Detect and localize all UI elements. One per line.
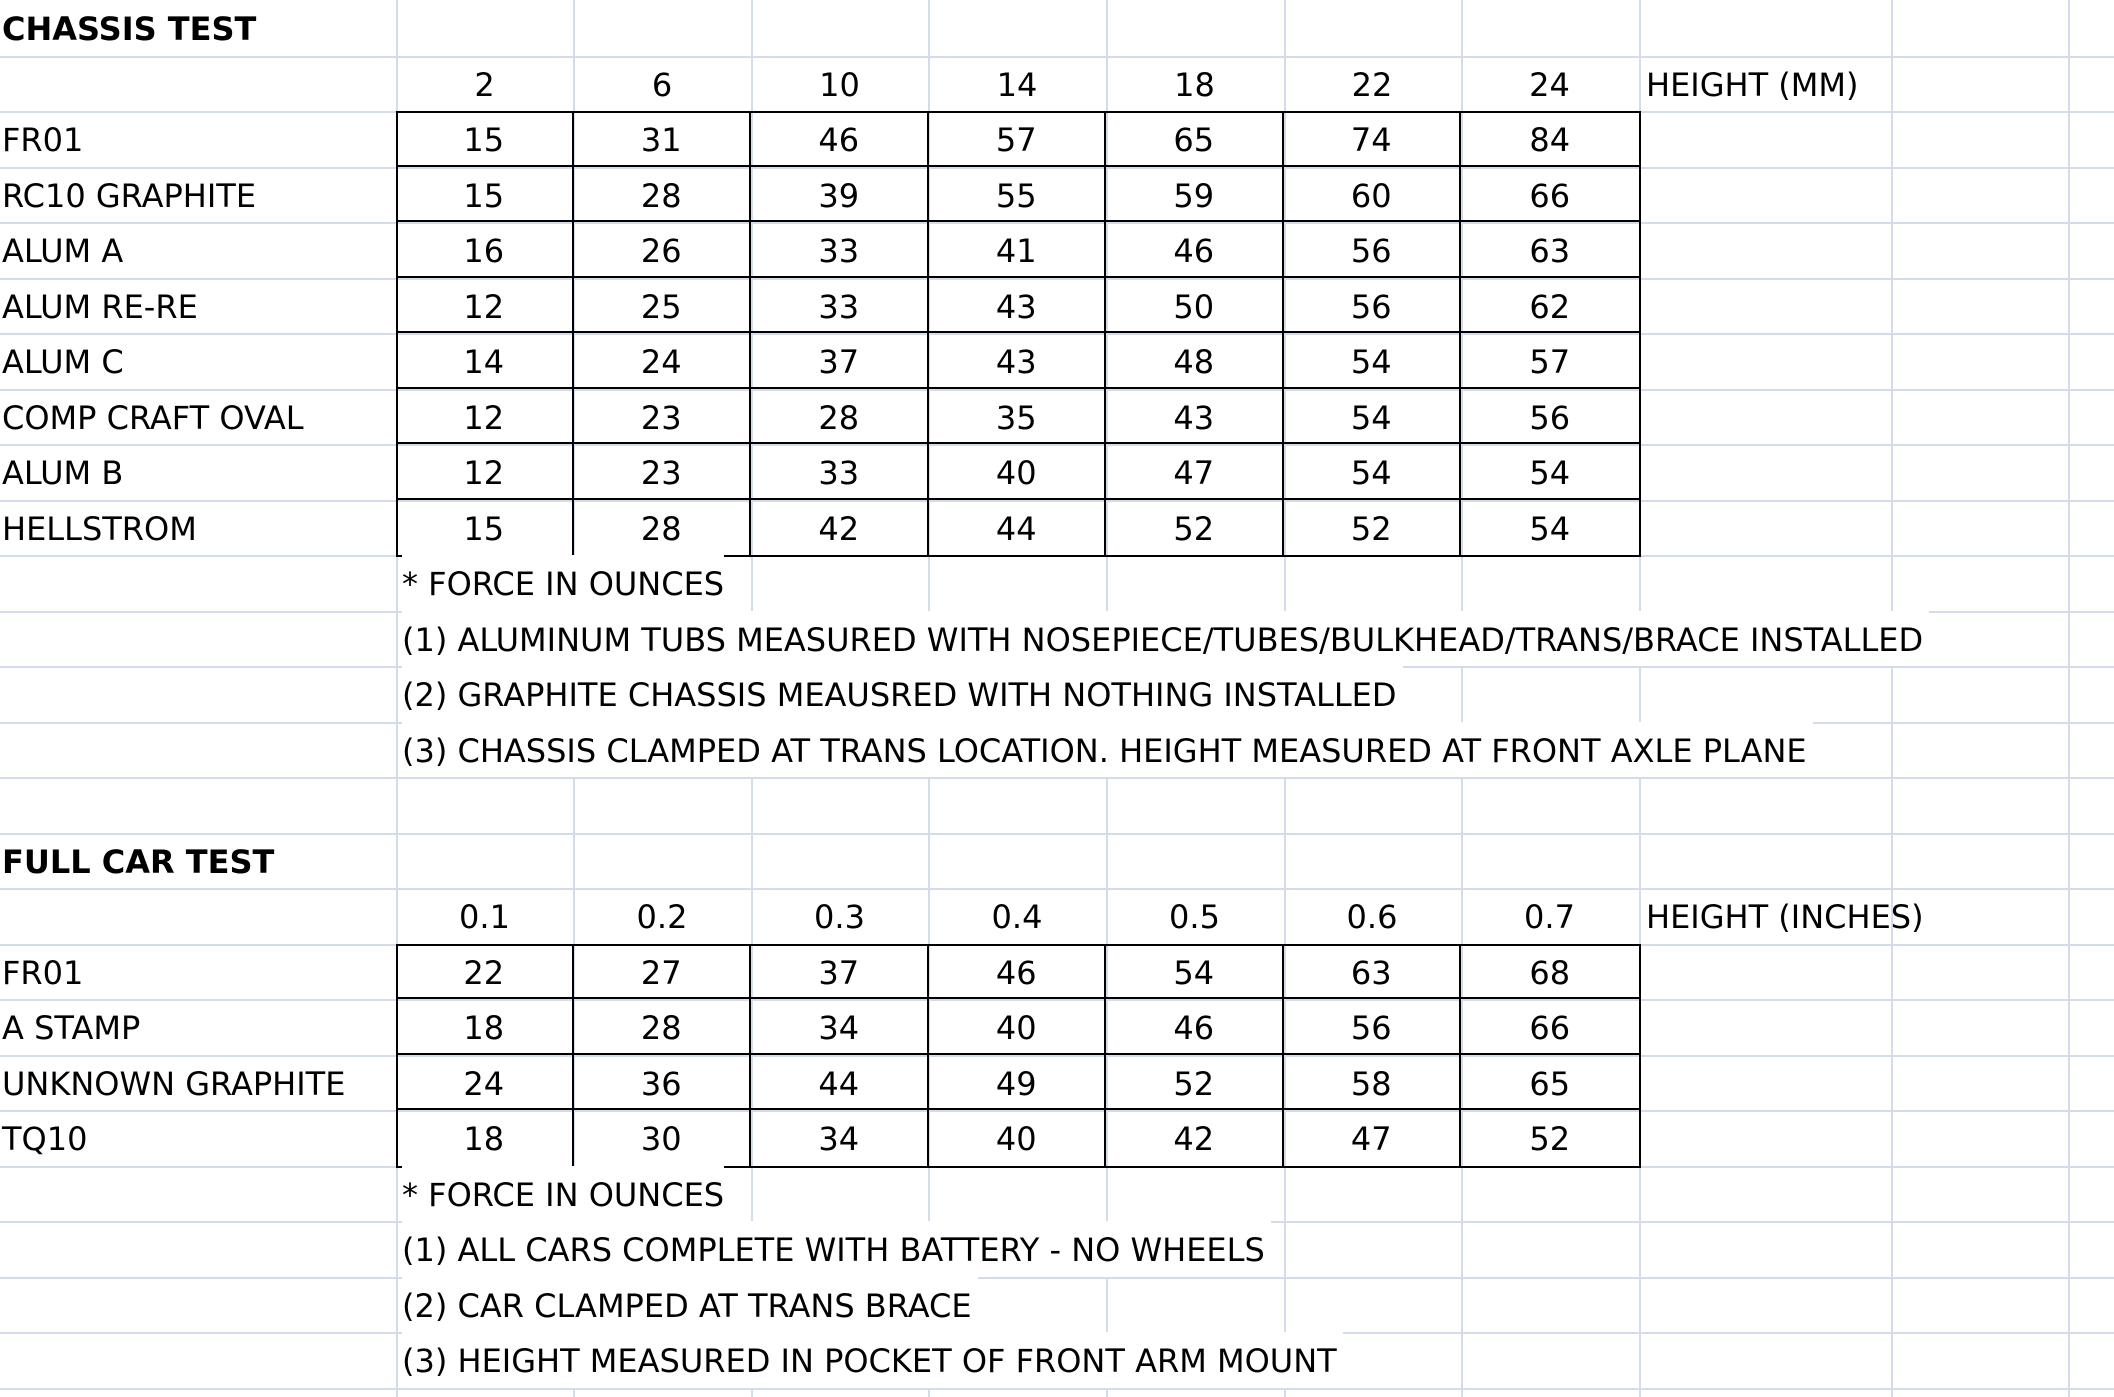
sheet-row [0,555,2114,611]
row-name-cell[interactable]: ALUM C [2,343,124,381]
force-value-cell[interactable]: 52 [1284,500,1462,556]
force-value-cell[interactable]: 37 [751,944,929,1000]
height-header-cell[interactable]: 2 [474,65,495,104]
sheet-row [0,56,2114,112]
force-value-cell[interactable]: 54 [1284,389,1462,445]
force-value-cell[interactable]: 65 [1461,1055,1639,1111]
force-value-cell[interactable]: 40 [929,444,1107,500]
note-cell[interactable]: (2) GRAPHITE CHASSIS MEAUSRED WITH NOTHING INSTALLED [402,666,1403,722]
force-value-cell[interactable]: 35 [929,389,1107,445]
force-value-cell[interactable]: 33 [751,444,929,500]
force-value-cell[interactable]: 22 [396,944,574,1000]
force-value-cell[interactable]: 66 [1461,999,1639,1055]
force-value-cell[interactable]: 54 [1106,944,1284,1000]
force-value-cell[interactable]: 52 [1106,1055,1284,1111]
force-value-cell[interactable]: 54 [1529,509,1571,548]
sheet-row [0,1332,2114,1388]
height-header-cell[interactable]: 0.1 [459,898,510,936]
force-value-cell[interactable]: 63 [1461,222,1639,278]
force-value-cell[interactable]: 68 [1461,944,1639,1000]
force-value-cell[interactable]: 14 [396,333,574,389]
sheet-row [0,1166,2114,1222]
force-value-cell[interactable]: 54 [1284,333,1462,389]
row-name-cell[interactable]: HELLSTROM [2,509,197,548]
sheet-row [0,888,2114,944]
force-value-cell[interactable]: 36 [574,1055,752,1111]
row-name-cell[interactable]: FR01 [2,121,84,159]
height-header-cell[interactable]: 0.2 [636,898,688,936]
section-title[interactable]: CHASSIS TEST [2,10,257,48]
force-value-cell[interactable]: 15 [396,500,574,556]
table-row [0,1055,2114,1111]
table-row [0,444,2114,500]
sheet-row [0,833,2114,889]
force-value-cell[interactable]: 84 [1461,111,1639,167]
force-value-cell[interactable]: 48 [1106,333,1284,389]
force-value-cell[interactable]: 55 [929,167,1107,223]
force-value-cell[interactable]: 23 [574,389,752,445]
height-header-cell[interactable]: 0.5 [1169,898,1220,936]
force-value-cell[interactable]: 49 [929,1055,1107,1111]
row-name-cell[interactable]: RC10 GRAPHITE [2,176,257,215]
sheet-row [0,611,2114,667]
note-cell[interactable]: (2) CAR CLAMPED AT TRANS BRACE [402,1277,978,1333]
force-value-cell[interactable]: 43 [1106,389,1284,445]
force-value-cell[interactable]: 15 [396,111,574,167]
table-row [0,222,2114,278]
force-value-cell[interactable]: 65 [1106,111,1284,167]
table-row [0,500,2114,556]
table-row [0,999,2114,1055]
force-value-cell[interactable]: 47 [1284,1110,1462,1166]
force-value-cell[interactable]: 56 [1461,389,1639,445]
force-value-cell[interactable]: 31 [574,111,752,167]
height-header-cell[interactable]: 0.3 [814,898,865,936]
height-header-cell[interactable]: 0.7 [1524,898,1575,936]
sheet-row [0,666,2114,722]
force-value-cell[interactable]: 54 [1284,444,1462,500]
force-value-cell[interactable]: 37 [751,333,929,389]
force-value-cell[interactable]: 60 [1284,167,1462,223]
force-value-cell[interactable]: 28 [574,500,752,556]
force-value-cell[interactable]: 46 [1106,222,1284,278]
height-header-cell[interactable]: 0.6 [1346,898,1398,936]
force-value-cell[interactable]: 47 [1106,444,1284,500]
force-value-cell[interactable]: 63 [1284,944,1462,1000]
row-name-cell[interactable]: FR01 [2,953,84,992]
force-value-cell[interactable]: 27 [574,944,752,1000]
row-name-cell[interactable]: ALUM B [2,454,124,492]
force-value-cell[interactable]: 12 [396,389,574,445]
force-value-cell[interactable]: 56 [1284,278,1462,334]
force-value-cell[interactable]: 46 [1106,999,1284,1055]
note-cell[interactable]: * FORCE IN OUNCES [402,555,724,611]
force-value-cell[interactable]: 57 [929,111,1107,167]
note-cell[interactable]: (1) ALUMINUM TUBS MEASURED WITH NOSEPIECE/TUBES/BULKHEAD/TRANS/BRACE INSTALLED [402,611,1929,667]
table-row [0,167,2114,223]
section-title[interactable]: FULL CAR TEST [2,842,275,881]
force-value-cell[interactable]: 24 [396,1055,574,1111]
force-value-cell[interactable]: 12 [396,444,574,500]
force-value-cell[interactable]: 74 [1284,111,1462,167]
force-value-cell[interactable]: 15 [396,167,574,223]
table-row [0,944,2114,1000]
sheet-row [0,1277,2114,1333]
force-value-cell[interactable]: 56 [1284,999,1462,1055]
force-value-cell[interactable]: 24 [574,333,752,389]
height-header-cell[interactable]: 6 [651,65,673,104]
force-value-cell[interactable]: 46 [929,944,1107,1000]
force-value-cell[interactable]: 59 [1106,167,1284,223]
force-value-cell[interactable]: 18 [396,999,574,1055]
sheet-row [0,722,2114,778]
height-unit-label[interactable]: HEIGHT (MM) [1646,65,1859,104]
force-value-cell[interactable]: 66 [1461,167,1639,223]
table-row [0,1110,2114,1166]
force-value-cell[interactable]: 57 [1461,333,1639,389]
force-value-cell[interactable]: 26 [574,222,752,278]
force-value-cell[interactable]: 12 [396,278,574,334]
row-name-cell[interactable]: TQ10 [2,1120,88,1158]
row-name-cell[interactable]: ALUM A [2,232,124,270]
force-value-cell[interactable]: 39 [751,167,929,223]
force-value-cell[interactable]: 56 [1284,222,1462,278]
force-value-cell[interactable]: 40 [929,1110,1107,1166]
force-value-cell[interactable]: 52 [1529,1120,1571,1158]
force-value-cell[interactable]: 54 [1461,444,1639,500]
force-value-cell[interactable]: 18 [396,1110,574,1166]
force-value-cell[interactable]: 33 [751,278,929,334]
height-header-cell[interactable]: 10 [819,65,860,104]
force-value-cell[interactable]: 62 [1461,278,1639,334]
force-value-cell[interactable]: 16 [396,222,574,278]
table-row [0,278,2114,334]
sheet-row [0,0,2114,56]
force-value-cell[interactable]: 25 [574,278,752,334]
force-value-cell[interactable]: 28 [574,999,752,1055]
force-value-cell[interactable]: 44 [929,500,1107,556]
force-value-cell[interactable]: 52 [1106,500,1284,556]
force-value-cell[interactable]: 23 [574,444,752,500]
force-value-cell[interactable]: 43 [929,333,1107,389]
force-value-cell[interactable]: 50 [1106,278,1284,334]
height-header-cell[interactable]: 18 [1174,65,1215,104]
table-row [0,333,2114,389]
height-header-cell[interactable]: 0.4 [991,898,1043,936]
force-value-cell[interactable]: 40 [929,999,1107,1055]
row-name-cell[interactable]: UNKNOWN GRAPHITE [2,1064,346,1103]
table-row [0,389,2114,445]
force-value-cell[interactable]: 30 [574,1110,752,1166]
table-row [0,111,2114,167]
force-value-cell[interactable]: 42 [1106,1110,1284,1166]
force-value-cell[interactable]: 28 [574,167,752,223]
note-cell[interactable]: (1) ALL CARS COMPLETE WITH BATTERY - NO WHEELS [402,1221,1271,1277]
height-header-cell[interactable]: 22 [1351,65,1393,104]
force-value-cell[interactable]: 41 [929,222,1107,278]
sheet-row [0,1221,2114,1277]
force-value-cell[interactable]: 43 [929,278,1107,334]
force-value-cell[interactable]: 44 [751,1055,929,1111]
row-name-cell[interactable]: ALUM RE-RE [2,287,198,326]
note-cell[interactable]: * FORCE IN OUNCES [402,1166,724,1222]
force-value-cell[interactable]: 34 [751,999,929,1055]
force-value-cell[interactable]: 46 [751,111,929,167]
force-value-cell[interactable]: 34 [751,1110,929,1166]
force-value-cell[interactable]: 58 [1284,1055,1462,1111]
note-cell[interactable]: (3) HEIGHT MEASURED IN POCKET OF FRONT ARM MOUNT [402,1332,1343,1388]
row-name-cell[interactable]: COMP CRAFT OVAL [2,398,304,437]
force-value-cell[interactable]: 28 [751,389,929,445]
note-cell[interactable]: (3) CHASSIS CLAMPED AT TRANS LOCATION. HEIGHT MEASURED AT FRONT AXLE PLANE [402,722,1813,778]
height-unit-label[interactable]: HEIGHT (INCHES) [1646,898,1924,936]
row-gridline [0,777,2114,779]
height-header-cell[interactable]: 14 [996,65,1038,104]
force-value-cell[interactable]: 33 [751,222,929,278]
force-value-cell[interactable]: 42 [751,500,929,556]
row-name-cell[interactable]: A STAMP [2,1009,141,1047]
height-header-cell[interactable]: 24 [1529,65,1570,104]
